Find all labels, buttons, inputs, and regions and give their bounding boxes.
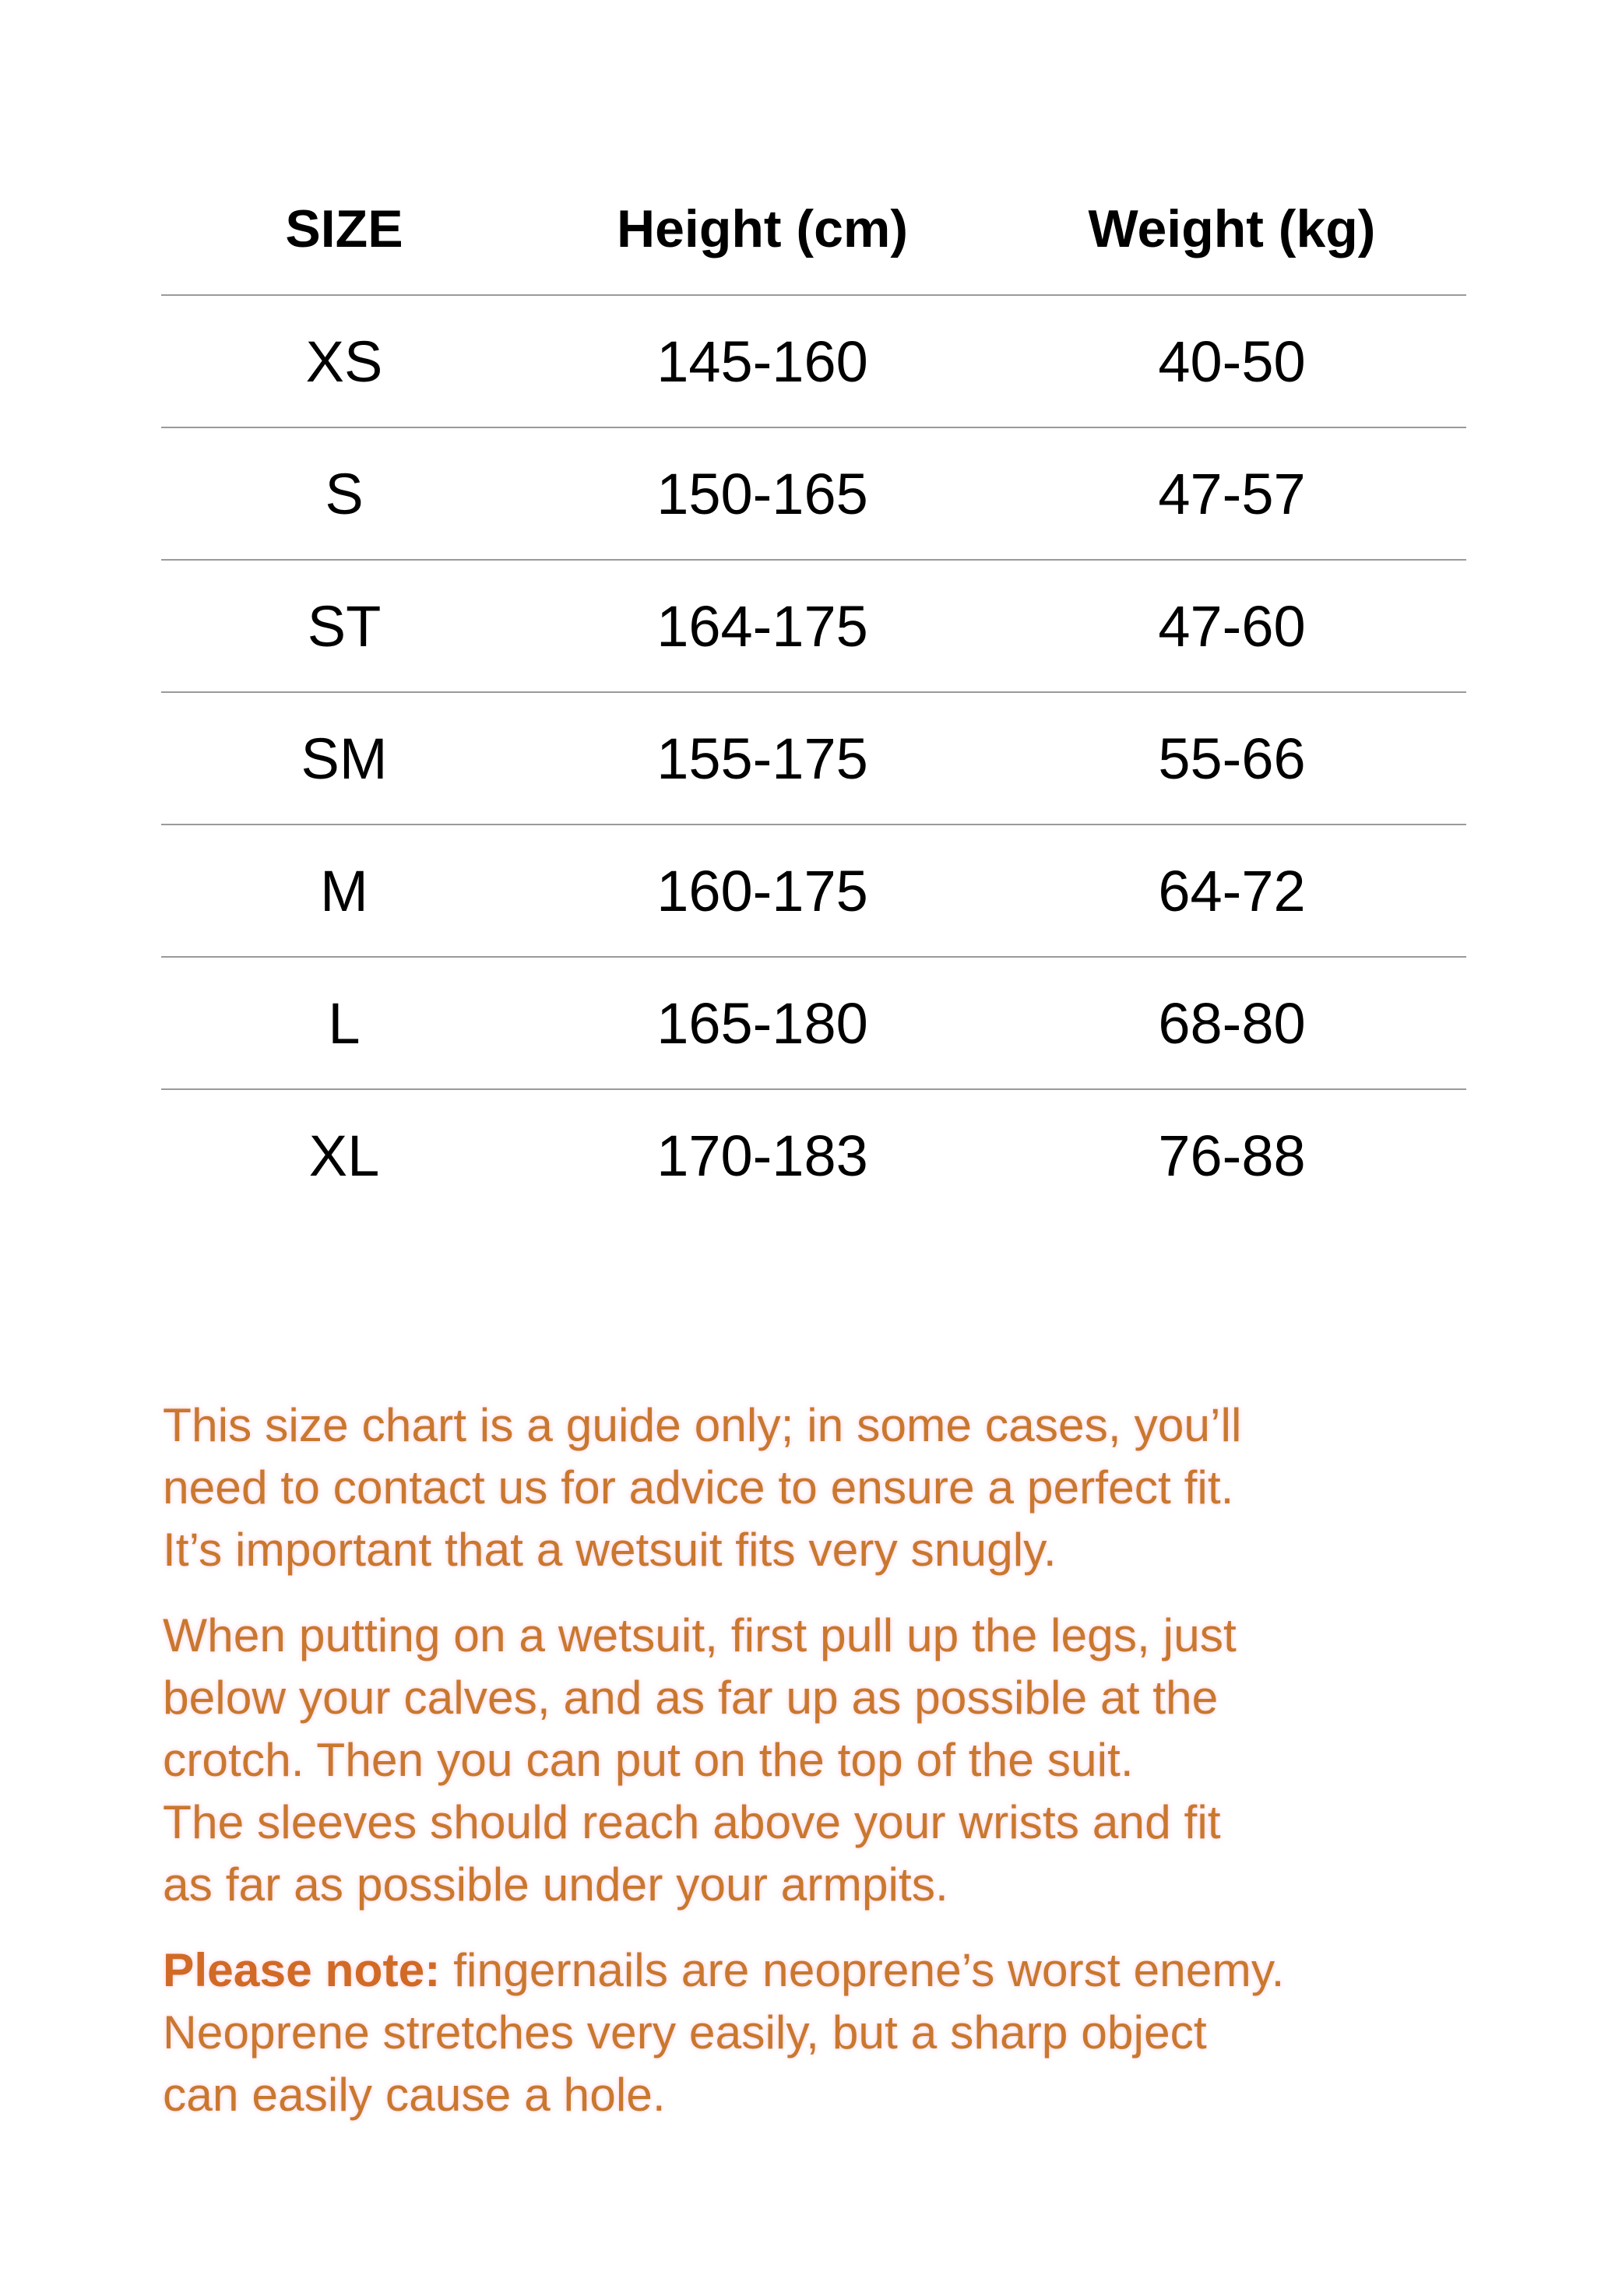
note-paragraph-putting-on	[163, 1604, 1487, 1915]
table-row	[161, 957, 1466, 1089]
header-weight: Weight (kg)	[997, 163, 1466, 295]
weight-cell: 40-50	[997, 295, 1466, 427]
note-line: Neoprene stretches very easily, but a sharp object	[163, 2006, 1207, 2059]
height-cell: 145-160	[527, 295, 997, 427]
note-line: can easily cause a hole.	[163, 2068, 666, 2121]
height-cell: 170-183	[656, 1123, 868, 1188]
note-paragraph-please-note	[163, 1939, 1487, 2125]
height-cell: 155-175	[527, 692, 997, 825]
size-cell: SM	[161, 692, 527, 825]
table-row	[161, 295, 1466, 427]
size-cell: ST	[161, 560, 527, 692]
note-line: It’s important that a wetsuit fits very snugly.	[163, 1523, 1057, 1576]
height-cell: 165-180	[527, 957, 997, 1089]
table-row	[161, 1089, 1466, 1221]
note-line: crotch. Then you can put on the top of the suit.	[163, 1733, 1134, 1786]
weight-cell: 47-60	[997, 560, 1466, 692]
please-note-text: fingernails are neoprene’s worst enemy.	[440, 1943, 1285, 1996]
height-cell: 160-175	[527, 825, 997, 957]
table-row	[161, 427, 1466, 560]
size-cell: M	[161, 825, 527, 957]
header-size: SIZE	[161, 163, 527, 295]
header-height: Height (cm)	[527, 163, 997, 295]
weight-cell: 68-80	[997, 957, 1466, 1089]
weight-cell: 47-57	[997, 427, 1466, 560]
table-row	[161, 692, 1466, 825]
please-note-label: Please note:	[163, 1943, 441, 1996]
note-line: The sleeves should reach above your wrists and fit	[163, 1795, 1221, 1848]
note-line: below your calves, and as far up as possible at the	[163, 1671, 1219, 1724]
fit-notes	[163, 1394, 1487, 2149]
note-line: as far as possible under your armpits.	[163, 1858, 948, 1911]
table-row	[161, 560, 1466, 692]
table-header-row	[161, 163, 1466, 295]
size-cell: L	[161, 957, 527, 1089]
note-line: This size chart is a guide only; in some cases, you’ll	[163, 1398, 1242, 1451]
weight-cell: 76-88	[1158, 1123, 1306, 1188]
note-line: need to contact us for advice to ensure a perfect fit.	[163, 1461, 1234, 1514]
size-cell: XS	[161, 295, 527, 427]
weight-cell: 64-72	[997, 825, 1466, 957]
note-line: When putting on a wetsuit, first pull up the legs, just	[163, 1609, 1237, 1661]
size-cell: S	[161, 427, 527, 560]
size-cell: XL	[308, 1123, 380, 1188]
height-cell: 150-165	[527, 427, 997, 560]
height-cell: 164-175	[527, 560, 997, 692]
table-row	[161, 825, 1466, 957]
note-line	[163, 1939, 1487, 2001]
weight-cell: 55-66	[997, 692, 1466, 825]
note-paragraph-guide	[163, 1394, 1487, 1580]
size-chart-table	[161, 163, 1466, 1221]
